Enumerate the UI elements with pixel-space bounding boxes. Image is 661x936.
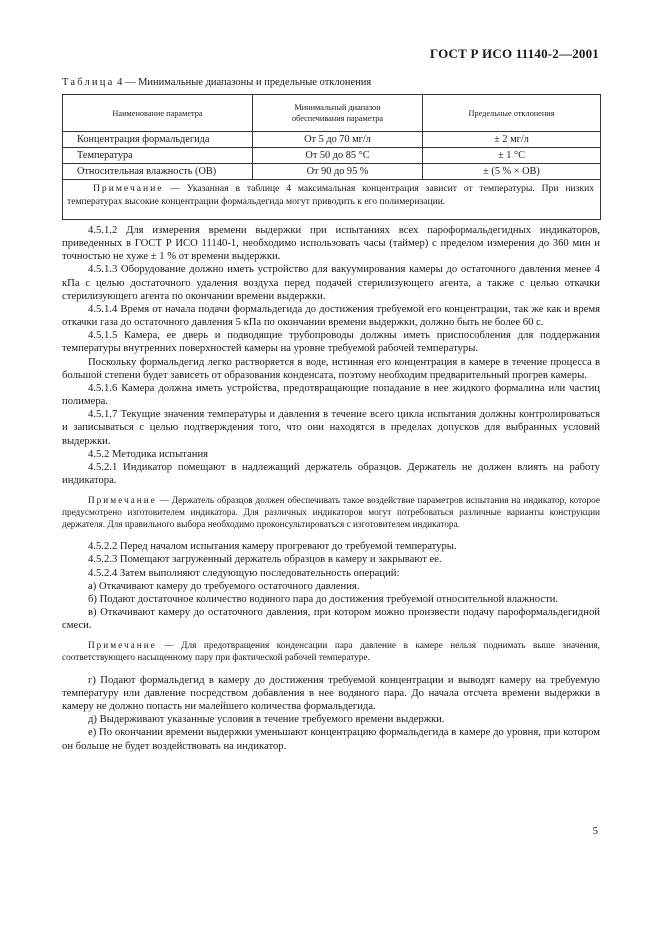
list-item: б) Подают достаточное количество водяного пара до достижения требуемой относительной влажности. (88, 593, 559, 605)
paragraph: 4.5.1.5 Камера, ее дверь и подводящие трубопроводы должны иметь приспособления для поддержания температуры внутренних поверхностей камеры на уровне требуемой рабочей температуры. (62, 330, 600, 355)
column-header-range-text: Минимальный диапазон обеспечивания параметра (291, 103, 384, 123)
table-row (63, 164, 601, 180)
section-heading: 4.5.2 Методика испытания (88, 448, 209, 460)
row-tolerance: ± 1 °С (423, 148, 601, 164)
row-parameter-name: Относительная влажность (ОВ) (63, 164, 253, 180)
row-parameter-name: Концентрация формальдегида (63, 132, 253, 148)
row-tolerance: ± 2 мг/л (423, 132, 601, 148)
table-note-label: Примечание (93, 183, 164, 194)
paragraph: 4.5.2.2 Перед началом испытания камеру прогревают до требуемой температуры. (88, 541, 457, 553)
table-note (63, 180, 601, 220)
note-condensation-text: — Для предотвращения конденсации пара давление в камере нельзя поднимать выше значения, соответствующего насыщенному пару при фактической рабочей температуре. (62, 641, 600, 664)
body-text (62, 224, 600, 753)
note-holder-label: Примечание (88, 496, 157, 507)
table-row (63, 132, 601, 148)
table-row (63, 148, 601, 164)
standard-header: ГОСТ Р ИСО 11140-2—2001 (429, 46, 599, 61)
paragraph: 4.5.1.7 Текущие значения температуры и давления в течение всего цикла испытания должны контролироваться и записываться с целью подтверждения того, что они находятся в пределах допусков для выбранных условий выдержки. (62, 409, 600, 447)
column-header-tolerance: Предельные отклонения (423, 95, 601, 132)
row-tolerance: ± (5 % × ОВ) (423, 164, 601, 180)
list-item: г) Подают формальдегид в камеру до достижения требуемой концентрации и выводят камеру на требуемую температуру или давление посредством добавления в нее водяного пара. До начала отсчета времени выдержки в камеру не должно попасть ни малейшего количества формальдегида. (62, 674, 600, 713)
paragraph: 4.5.2.3 Помещают загруженный держатель образцов в камеру и закрывают ее. (88, 554, 442, 566)
limits-table (62, 94, 601, 220)
row-range: От 50 до 85 °С (253, 148, 423, 164)
column-header-parameter: Наименование параметра (63, 95, 253, 132)
table-note-row (63, 180, 601, 220)
table-caption (62, 77, 371, 89)
note-condensation-label: Примечание (88, 641, 157, 652)
paragraph: 4.5.1.4 Время от начала подачи формальдегида до достижения требуемой его концентрации, так же как и время откачки газа до остаточного давления 5 кПа по окончании времени выдержки, должно быть не более 60 с. (62, 303, 600, 329)
page-number: 5 (592, 826, 598, 837)
paragraph: 4.5.2.4 Затем выполняют следующую последовательность операций: (88, 567, 400, 579)
list-item: в) Откачивают камеру до остаточного давления, при котором можно произвести подачу пароформальдегидной смеси. (62, 607, 600, 632)
list-item: д) Выдерживают указанные условия в течение требуемого времени выдержки. (88, 714, 445, 726)
list-item: а) Откачивают камеру до требуемого остаточного давления. (88, 580, 360, 592)
note-condensation (62, 641, 600, 664)
paragraph: 4.5.1.2 Для измерения времени выдержки при испытаниях всех пароформальдегидных индикаторов, приведенных в ГОСТ Р ИСО 11140-1, необходимо использовать часы (таймер) с пределом измерения до 360 мин и точностью не хуже ± 1 % от времени выдержки. (62, 225, 600, 263)
row-parameter-name: Температура (63, 148, 253, 164)
table-caption-word: Таблица (62, 77, 115, 88)
row-range: От 90 до 95 % (253, 164, 423, 180)
list-item: е) По окончании времени выдержки уменьшают концентрацию формальдегида в камере до уровня, при котором он больше не будет воздействовать на индикатор. (62, 727, 600, 752)
paragraph: 4.5.2.1 Индикатор помещают в надлежащий держатель образцов. Держатель не должен влиять на работу индикатора. (62, 461, 600, 486)
note-holder (62, 496, 600, 531)
column-header-range (253, 95, 423, 132)
paragraph: 4.5.1.6 Камера должна иметь устройства, предотвращающие попадание в нее жидкого формалина или частиц полимера. (62, 382, 600, 408)
row-range: От 5 до 70 мг/л (253, 132, 423, 148)
table-note-text: — Указанная в таблице 4 максимальная концентрация зависит от температуры. При низких температурах высокие концентрации формальдегида могут приводить к его полимеризации. (67, 183, 594, 207)
paragraph: Поскольку формальдегид легко растворяется в воде, истинная его концентрация в камере в течение процесса в большой степени будет зависеть от образования конденсата, поэтому необходим предварительный прогрев камеры. (62, 356, 600, 381)
note-holder-text: — Держатель образцов должен обеспечивать такое воздействие параметров испытания на индикатор, которое предусмотрено изготовителем индикатора. Для различных индикаторов могут потребоваться различные варианты конструкции держателя. Для правильного выбора необходимо проконсультироваться с изготовителем индикатора. (62, 496, 600, 530)
paragraph: 4.5.1.3 Оборудование должно иметь устройство для вакуумирования камеры до остаточного давления менее 4 кПа с целью достаточного удаления воздуха перед подачей стерилизующего агента, а также с целью откачки стерилизующего агента по окончании времени выдержки. (62, 264, 600, 302)
table-header-row (63, 95, 601, 132)
table-caption-title: 4 — Минимальные диапазоны и предельные отклонения (114, 77, 372, 88)
